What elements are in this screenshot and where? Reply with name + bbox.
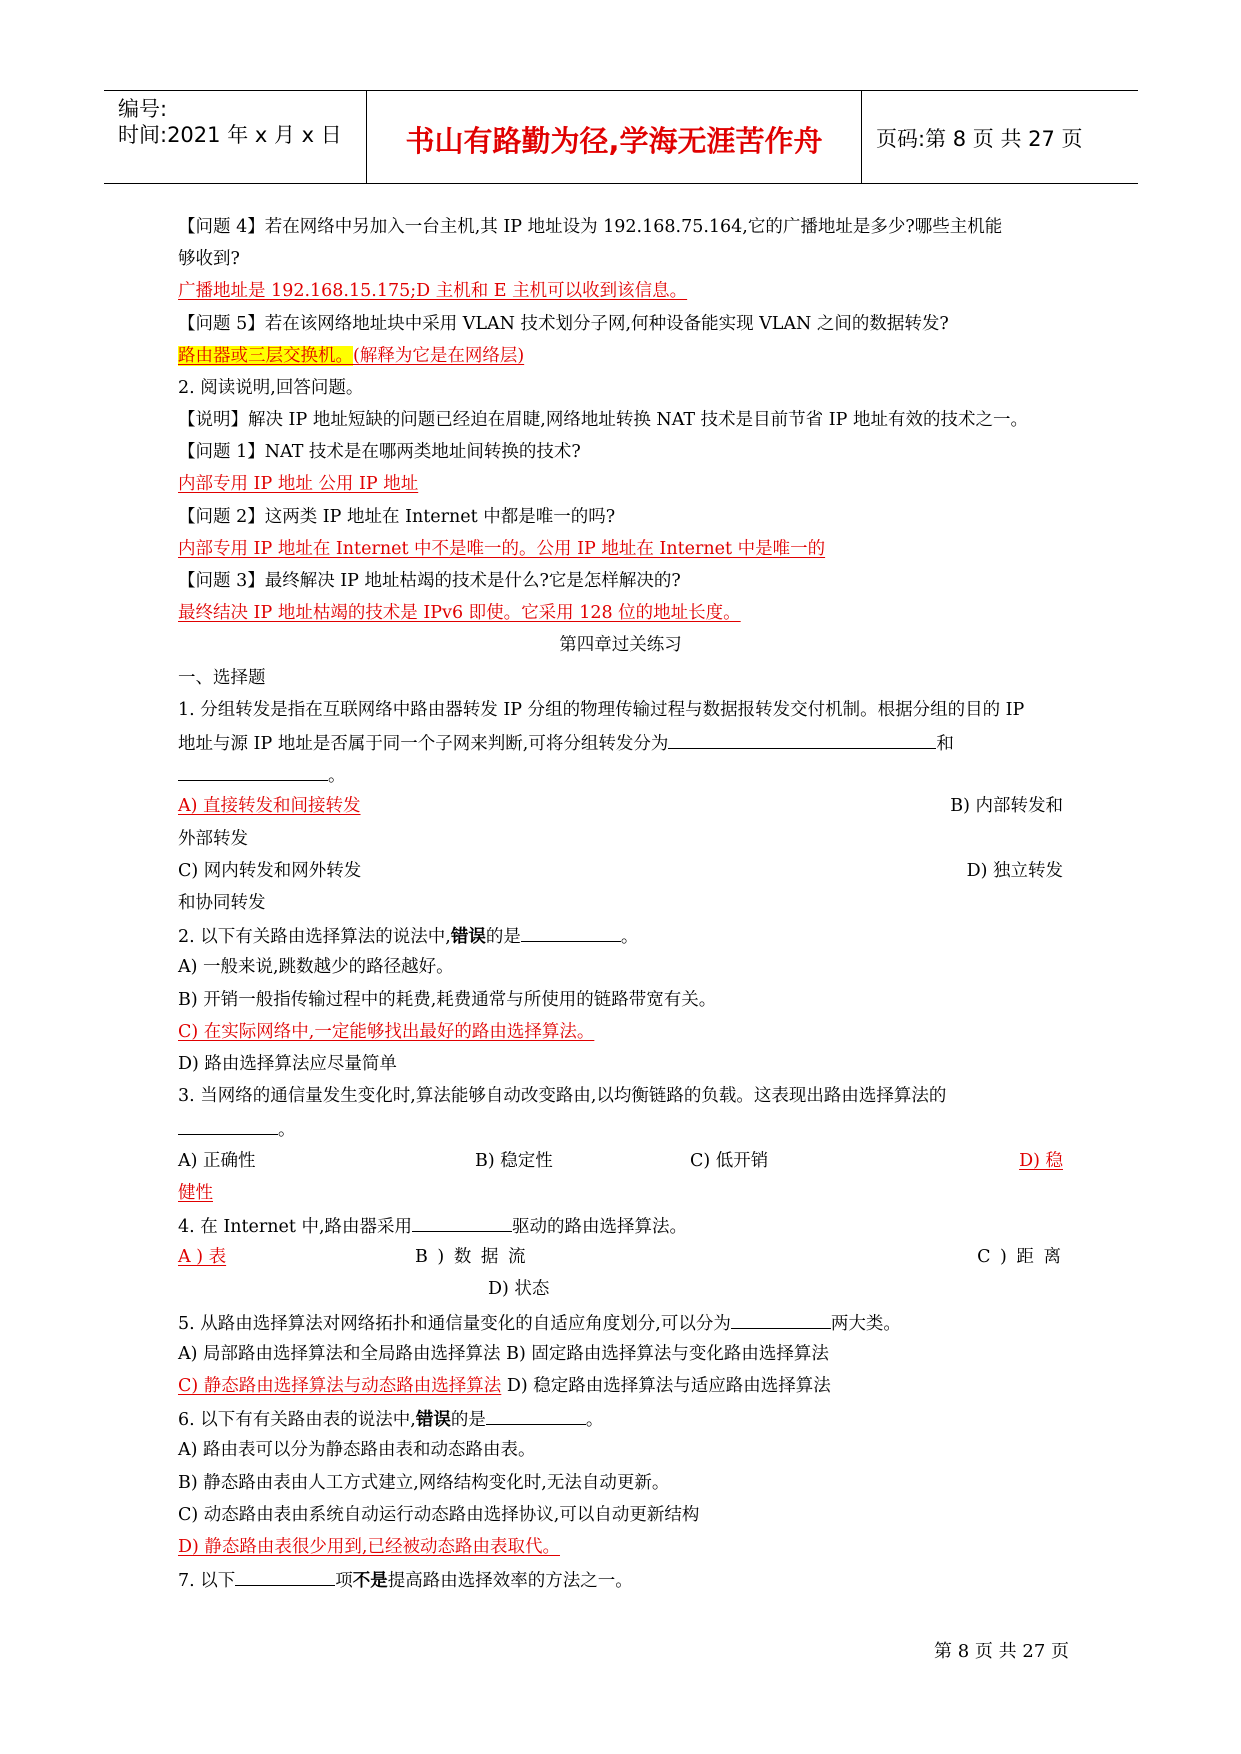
question-4: 【问题 4】若在网络中另加入一台主机,其 IP 地址设为 192.168.75.164,它的广播地址是多少?哪些主机能: [178, 217, 1003, 237]
header-page-info: 页码:第 8 页 共 27 页: [876, 127, 1083, 151]
choice-6-emphasis: 错误: [415, 1410, 451, 1430]
choice-6-option-b: B) 静态路由表由人工方式建立,网络结构变化时,无法自动更新。: [178, 1473, 670, 1493]
problem-3: 【问题 3】最终解决 IP 地址枯竭的技术是什么?它是怎样解决的?: [178, 571, 681, 591]
choice-2: [178, 923, 638, 949]
question-5: 【问题 5】若在该网络地址块中采用 VLAN 技术划分子网,何种设备能实现 VLAN 之间的数据转发?: [178, 314, 949, 334]
choice-1-period: 。: [328, 766, 346, 786]
choice-6-end: 。: [585, 1410, 604, 1430]
choice-4-option-d: D) 状态: [488, 1279, 550, 1299]
answer-problem-3: 最终结决 IP 地址枯竭的技术是 IPv6 即使。它采用 128 位的地址长度。: [178, 603, 741, 623]
choice-4-end: 驱动的路由选择算法。: [512, 1217, 688, 1237]
choice-4-option-b: B ) 数 据 流: [415, 1247, 528, 1267]
choice-1-blank-1: [668, 730, 936, 749]
choice-5-option-d: D) 稳定路由选择算法与适应路由选择算法: [501, 1376, 831, 1396]
document-time-label: 时间:2021 年 x 月 x 日: [118, 123, 342, 147]
document-header: [104, 90, 1138, 184]
choice-3-option-d-cont: 健性: [178, 1183, 213, 1203]
choice-1-and: 和: [936, 734, 954, 754]
choice-4-blank: [412, 1213, 512, 1232]
choice-3-option-b: B) 稳定性: [475, 1151, 553, 1171]
choice-7-text: 7. 以下: [178, 1571, 236, 1591]
choice-3-option-a: A) 正确性: [178, 1151, 256, 1171]
choice-1-line-1: 1. 分组转发是指在互联网络中路由器转发 IP 分组的物理传输过程与数据报转发交付机制。根据分组的目的 IP: [178, 700, 1025, 720]
choice-5-option-ab: A) 局部路由选择算法和全局路由选择算法 B) 固定路由选择算法与变化路由选择算法: [178, 1344, 829, 1364]
choice-6-option-c: C) 动态路由表由系统自动运行动态路由选择协议,可以自动更新结构: [178, 1505, 700, 1525]
choice-6-option-a: A) 路由表可以分为静态路由表和动态路由表。: [178, 1440, 536, 1460]
answer-5: [178, 344, 524, 368]
choice-7-blank: [235, 1567, 335, 1586]
choice-7-emphasis: 不是: [352, 1571, 388, 1591]
choice-3-option-c: C) 低开销: [690, 1151, 769, 1171]
choice-1-option-b: B) 内部转发和: [950, 796, 1063, 816]
choice-2-option-b: B) 开销一般指传输过程中的耗费,耗费通常与所使用的链路带宽有关。: [178, 990, 717, 1010]
choice-5-end: 两大类。: [830, 1314, 901, 1334]
answer-5-highlight: 路由器或三层交换机。: [178, 346, 353, 366]
description: 【说明】解决 IP 地址短缺的问题已经迫在眉睫,网络地址转换 NAT 技术是目前节省 IP 地址有效的技术之一。: [178, 410, 1028, 430]
chapter-title: 第四章过关练习: [559, 635, 682, 655]
section-choice-heading: 一、选择题: [178, 668, 266, 688]
choice-2-mid: 的是: [485, 927, 521, 947]
choice-3-blank: [178, 1116, 278, 1135]
choice-1-option-b-cont: 外部转发: [178, 829, 248, 849]
choice-6-blank: [486, 1406, 586, 1425]
choice-7-mid: 项: [335, 1571, 353, 1591]
header-left-cell: [104, 91, 367, 183]
choice-6-text: 6. 以下有有关路由表的说法中,: [178, 1410, 416, 1430]
choice-1-text: 地址与源 IP 地址是否属于同一个子网来判断,可将分组转发分为: [178, 734, 669, 754]
choice-4-text: 4. 在 Internet 中,路由器采用: [178, 1217, 413, 1237]
document-number-label: 编号:: [118, 97, 168, 121]
choice-1-line-2: [178, 730, 954, 756]
choice-2-option-d: D) 路由选择算法应尽量简单: [178, 1054, 397, 1074]
problem-1: 【问题 1】NAT 技术是在哪两类地址间转换的技术?: [178, 442, 581, 462]
choice-5-text: 5. 从路由选择算法对网络拓扑和通信量变化的自适应角度划分,可以分为: [178, 1314, 731, 1334]
choice-1-option-d: D) 独立转发: [966, 861, 1063, 881]
choice-2-text: 2. 以下有关路由选择算法的说法中,: [178, 927, 451, 947]
answer-5-note: (解释为它是在网络层): [353, 346, 525, 366]
choice-1-option-c: C) 网内转发和网外转发: [178, 861, 362, 881]
question-4-cont: 够收到?: [178, 249, 240, 269]
section-2-heading: 2. 阅读说明,回答问题。: [178, 378, 364, 398]
choice-4-option-a: A ) 表: [178, 1247, 227, 1267]
choice-5-option-cd: [178, 1374, 831, 1398]
choice-2-blank: [521, 923, 621, 942]
choice-2-option-c: C) 在实际网络中,一定能够找出最好的路由选择算法。: [178, 1022, 595, 1042]
choice-3-option-d: D) 稳: [1019, 1151, 1063, 1171]
choice-2-end: 。: [620, 927, 639, 947]
choice-6-mid: 的是: [450, 1410, 486, 1430]
choice-4: [178, 1213, 687, 1239]
choice-3-line-2: [178, 1116, 296, 1142]
choice-1-option-d-cont: 和协同转发: [178, 893, 266, 913]
choice-2-option-a: A) 一般来说,跳数越少的路径越好。: [178, 957, 454, 977]
header-motto-cell: [367, 91, 862, 183]
choice-7-end: 提高路由选择效率的方法之一。: [387, 1571, 633, 1591]
choice-5-blank: [731, 1310, 831, 1329]
choice-1-line-3: [178, 762, 346, 788]
answer-4: 广播地址是 192.168.15.175;D 主机和 E 主机可以收到该信息。: [178, 281, 688, 301]
choice-5: [178, 1310, 901, 1336]
choice-1-blank-2: [178, 762, 328, 781]
choice-4-option-c: C ) 距 离: [977, 1247, 1063, 1267]
choice-6-option-d: D) 静态路由表很少用到,已经被动态路由表取代。: [178, 1537, 560, 1557]
choice-2-emphasis: 错误: [450, 927, 486, 947]
header-motto: 书山有路勤为径,学海无涯苦作舟: [405, 124, 823, 158]
header-page-cell: [862, 91, 1138, 183]
choice-3: 3. 当网络的通信量发生变化时,算法能够自动改变路由,以均衡链路的负载。这表现出路由选择算法的: [178, 1086, 947, 1106]
choice-7: [178, 1567, 633, 1593]
choice-3-period: 。: [278, 1120, 296, 1140]
choice-1-option-a: A) 直接转发和间接转发: [178, 796, 361, 816]
problem-2: 【问题 2】这两类 IP 地址在 Internet 中都是唯一的吗?: [178, 507, 616, 527]
choice-6: [178, 1406, 603, 1432]
page-footer: 第 8 页 共 27 页: [934, 1641, 1069, 1662]
answer-problem-2: 内部专用 IP 地址在 Internet 中不是唯一的。公用 IP 地址在 Internet 中是唯一的: [178, 539, 826, 559]
answer-problem-1: 内部专用 IP 地址 公用 IP 地址: [178, 474, 419, 494]
choice-5-option-c: C) 静态路由选择算法与动态路由选择算法: [178, 1376, 502, 1396]
